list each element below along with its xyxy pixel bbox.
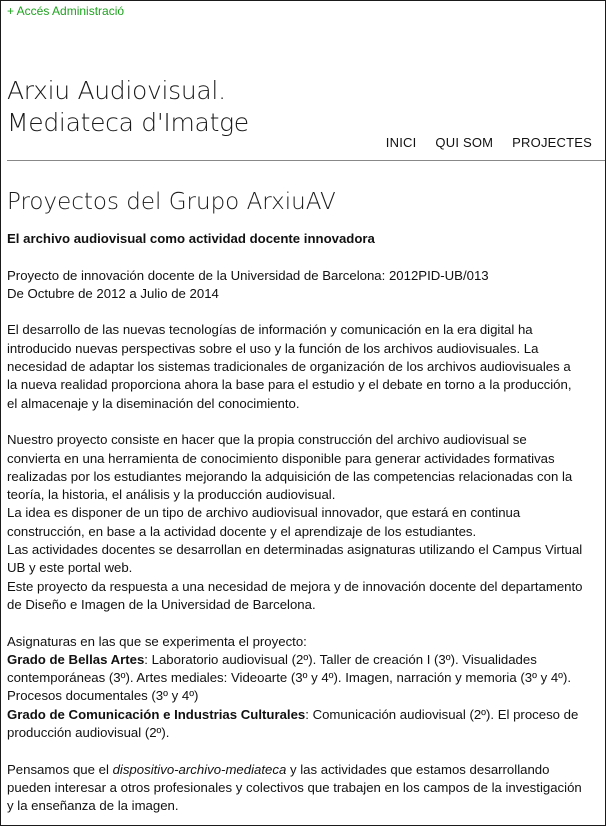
grade-bellas-artes-subjects: : Laboratorio audiovisual (2º). Taller de creación I (3º). Visualidades contemporáneas (3º). Artes mediales: Videoarte (3º y 4º). Imagen, narración y memoria (3º y 4º). Procesos documentales (3º y 4º) (7, 651, 572, 704)
project-date-line: De Octubre de 2012 a Julio de 2014 (7, 285, 219, 301)
main-content (7, 187, 583, 816)
admin-access-link[interactable]: + Accés Administració (7, 4, 125, 18)
paragraph-activities: Las actividades docentes se desarrollan en determinadas asignaturas utilizando el Campus Virtual UB y este portal web. (7, 542, 583, 576)
site-title-line-1: Arxiu Audiovisual. (7, 76, 226, 105)
grade-bellas-artes (7, 651, 583, 706)
grade-bellas-artes-label: Grado de Bellas Artes (7, 651, 145, 667)
site-title-line-2: Mediateca d'Imatge (7, 108, 249, 137)
closing-text-start: Pensamos que el (7, 761, 113, 777)
subjects-intro: Asignaturas en las que se experimenta el proyecto: (7, 633, 307, 649)
nav-item-qui-som[interactable]: QUI SOM (435, 135, 494, 150)
paragraph-response: Este proyecto da respuesta a una necesidad de mejora y de innovación docente del departamento de Diseño e Imagen de la Universidad de Barcelona. (7, 578, 583, 612)
project-subtitle: El archivo audiovisual como actividad docente innovadora (7, 231, 375, 246)
nav-item-projectes[interactable]: PROJECTES (512, 135, 592, 150)
closing-text-end: y las actividades que estamos desarrollando pueden interesar a otros profesionales y colectivos que trabajen en los campos de la investigación y la enseñanza de la imagen. (7, 761, 582, 814)
paragraph-context: El desarrollo de las nuevas tecnologías de información y comunicación en la era digital ha introducido nuevas perspectivas sobre el uso y la función de los archivos audiovisuales. La necesidad de adaptar los sistemas tradicionales de organización de los archivos audiovisuales a la nueva realidad proporciona ahora la base para el estudio y el debate en torno a la producción, el almacenaje y la diseminación del conocimiento. (7, 322, 572, 411)
page-title: Proyectos del Grupo ArxiuAV (7, 189, 336, 215)
project-code-line: Proyecto de innovación docente de la Universidad de Barcelona: 2012PID-UB/013 (7, 267, 489, 283)
nav-item-inici[interactable]: INICI (385, 135, 417, 150)
grade-comunicacion (7, 706, 583, 743)
paragraph-idea: La idea es disponer de un tipo de archivo audiovisual innovador, que estará en continua construcción, en base a la actividad docente y el aprendizaje de los estudiantes. (7, 505, 521, 539)
closing-emphasis: dispositivo-archivo-mediateca (112, 761, 287, 777)
main-nav (386, 135, 592, 150)
paragraph-project: Nuestro proyecto consiste en hacer que la propia construcción del archivo audiovisual se convierta en una herramienta de conocimiento disponible para generar actividades formativas realizadas por los estudiantes mejorando la adquisición de las competencias relacionadas con la teoría, la historia, el análisis y la producción audiovisual. (7, 432, 573, 503)
closing-paragraph (7, 761, 583, 816)
grade-comunicacion-label: Grado de Comunicación e Industrias Culturales (7, 706, 306, 722)
grade-comunicacion-subjects: : Comunicación audiovisual (2º). El proceso de producción audiovisual (2º). (7, 706, 579, 741)
site-title[interactable] (7, 75, 249, 139)
header-divider (7, 160, 605, 161)
